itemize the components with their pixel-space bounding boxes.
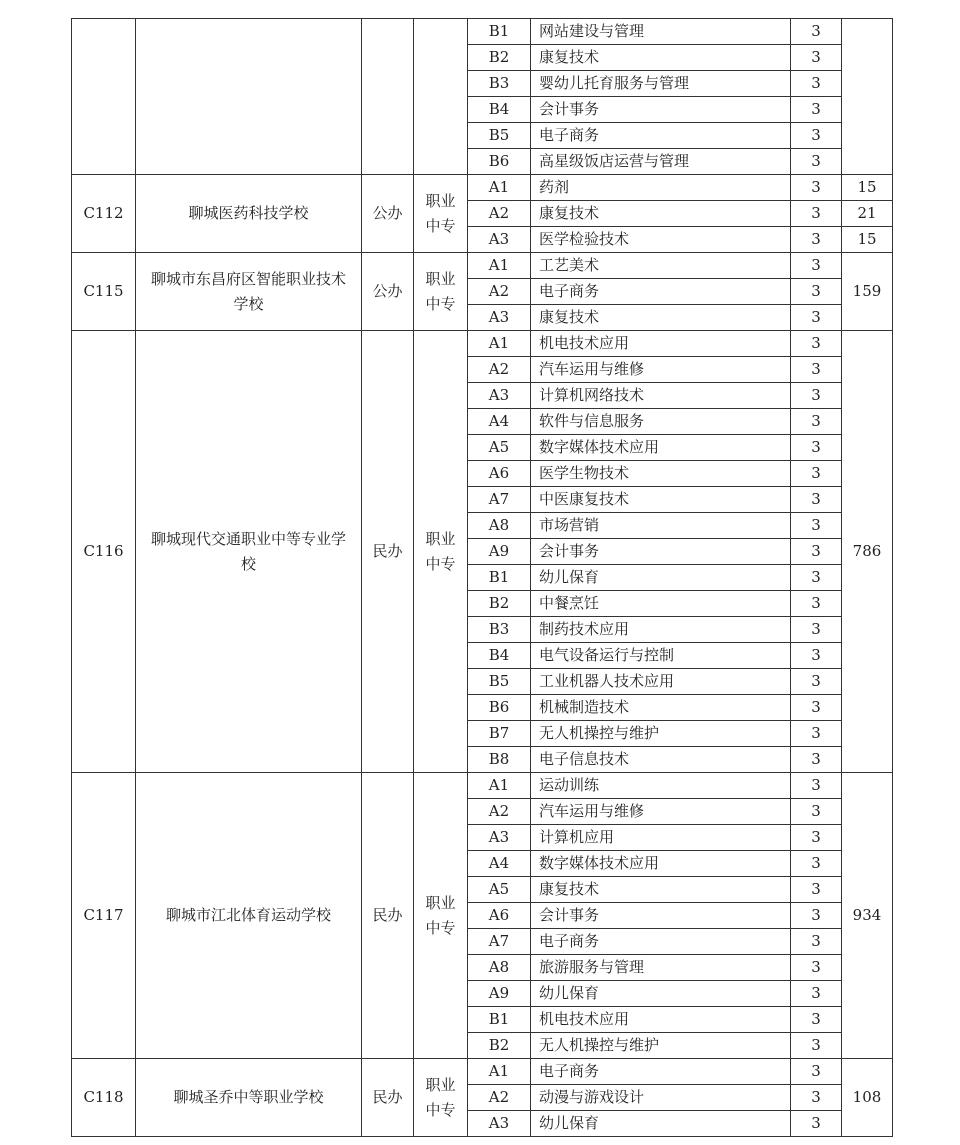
- major-code: B1: [468, 565, 531, 591]
- study-years: 3: [791, 1059, 842, 1085]
- school-code: C116: [72, 331, 136, 773]
- major-name: 会计事务: [531, 97, 791, 123]
- school-ownership: 公办: [362, 253, 414, 331]
- major-name: 电子商务: [531, 123, 791, 149]
- school-ownership: [362, 19, 414, 175]
- major-code: A3: [468, 227, 531, 253]
- major-code: A2: [468, 799, 531, 825]
- major-name: 电子商务: [531, 279, 791, 305]
- enrollment-plan-total: 934: [842, 773, 893, 1059]
- major-name: 电子商务: [531, 1059, 791, 1085]
- major-name: 数字媒体技术应用: [531, 435, 791, 461]
- table-body: [72, 19, 893, 1137]
- study-years: 3: [791, 669, 842, 695]
- major-code: A1: [468, 1059, 531, 1085]
- major-code: A5: [468, 877, 531, 903]
- table-row: [72, 253, 893, 279]
- study-years: 3: [791, 877, 842, 903]
- school-name: 聊城现代交通职业中等专业学校: [136, 331, 362, 773]
- study-years: 3: [791, 149, 842, 175]
- major-name: 工业机器人技术应用: [531, 669, 791, 695]
- major-name: 药剂: [531, 175, 791, 201]
- study-years: 3: [791, 981, 842, 1007]
- major-code: A2: [468, 357, 531, 383]
- school-code: C117: [72, 773, 136, 1059]
- school-ownership: 民办: [362, 1059, 414, 1137]
- study-years: 3: [791, 487, 842, 513]
- major-name: 汽车运用与维修: [531, 357, 791, 383]
- major-code: B2: [468, 45, 531, 71]
- major-name: 运动训练: [531, 773, 791, 799]
- study-years: 3: [791, 19, 842, 45]
- major-name: 机电技术应用: [531, 331, 791, 357]
- school-name: 聊城医药科技学校: [136, 175, 362, 253]
- major-code: A4: [468, 409, 531, 435]
- major-code: B3: [468, 617, 531, 643]
- major-name: 电子商务: [531, 929, 791, 955]
- major-code: B4: [468, 643, 531, 669]
- school-ownership: 民办: [362, 773, 414, 1059]
- major-name: 中医康复技术: [531, 487, 791, 513]
- major-name: 康复技术: [531, 45, 791, 71]
- major-name: 幼儿保育: [531, 1111, 791, 1137]
- major-code: A7: [468, 929, 531, 955]
- study-years: 3: [791, 435, 842, 461]
- study-years: 3: [791, 591, 842, 617]
- study-years: 3: [791, 955, 842, 981]
- school-name: 聊城圣乔中等职业学校: [136, 1059, 362, 1137]
- major-code: B1: [468, 1007, 531, 1033]
- major-name: 计算机应用: [531, 825, 791, 851]
- major-code: B8: [468, 747, 531, 773]
- enrollment-plan: 15: [842, 227, 893, 253]
- study-years: 3: [791, 97, 842, 123]
- major-name: 旅游服务与管理: [531, 955, 791, 981]
- major-name: 高星级饭店运营与管理: [531, 149, 791, 175]
- major-code: A8: [468, 955, 531, 981]
- major-name: 软件与信息服务: [531, 409, 791, 435]
- table-row: [72, 773, 893, 799]
- major-name: 医学生物技术: [531, 461, 791, 487]
- major-name: 无人机操控与维护: [531, 721, 791, 747]
- major-code: A2: [468, 1085, 531, 1111]
- study-years: 3: [791, 357, 842, 383]
- study-years: 3: [791, 253, 842, 279]
- school-name: 聊城市东昌府区智能职业技术学校: [136, 253, 362, 331]
- school-type: 职业中专: [414, 253, 468, 331]
- major-code: A2: [468, 201, 531, 227]
- study-years: 3: [791, 201, 842, 227]
- study-years: 3: [791, 1085, 842, 1111]
- major-name: 市场营销: [531, 513, 791, 539]
- study-years: 3: [791, 721, 842, 747]
- major-code: A8: [468, 513, 531, 539]
- study-years: 3: [791, 539, 842, 565]
- major-code: A1: [468, 773, 531, 799]
- major-code: A2: [468, 279, 531, 305]
- study-years: 3: [791, 773, 842, 799]
- study-years: 3: [791, 331, 842, 357]
- study-years: 3: [791, 123, 842, 149]
- school-enrollment-table: [71, 18, 893, 1137]
- study-years: 3: [791, 617, 842, 643]
- study-years: 3: [791, 799, 842, 825]
- study-years: 3: [791, 45, 842, 71]
- major-name: 数字媒体技术应用: [531, 851, 791, 877]
- major-name: 机电技术应用: [531, 1007, 791, 1033]
- school-type: 职业中专: [414, 773, 468, 1059]
- table-row: [72, 1059, 893, 1085]
- study-years: 3: [791, 695, 842, 721]
- major-code: A5: [468, 435, 531, 461]
- major-code: B3: [468, 71, 531, 97]
- major-name: 幼儿保育: [531, 565, 791, 591]
- school-name: [136, 19, 362, 175]
- school-code: C115: [72, 253, 136, 331]
- major-code: B2: [468, 591, 531, 617]
- table-row: [72, 19, 893, 45]
- major-name: 婴幼儿托育服务与管理: [531, 71, 791, 97]
- study-years: 3: [791, 1111, 842, 1137]
- enrollment-plan: 21: [842, 201, 893, 227]
- study-years: 3: [791, 409, 842, 435]
- major-name: 工艺美术: [531, 253, 791, 279]
- study-years: 3: [791, 565, 842, 591]
- major-name: 康复技术: [531, 201, 791, 227]
- enrollment-table-wrapper: [71, 18, 893, 1137]
- major-name: 动漫与游戏设计: [531, 1085, 791, 1111]
- school-ownership: 公办: [362, 175, 414, 253]
- major-name: 电气设备运行与控制: [531, 643, 791, 669]
- major-name: 计算机网络技术: [531, 383, 791, 409]
- major-name: 电子信息技术: [531, 747, 791, 773]
- study-years: 3: [791, 461, 842, 487]
- study-years: 3: [791, 929, 842, 955]
- major-code: B6: [468, 695, 531, 721]
- major-code: A3: [468, 1111, 531, 1137]
- major-name: 制药技术应用: [531, 617, 791, 643]
- major-code: A9: [468, 539, 531, 565]
- school-type: 职业中专: [414, 175, 468, 253]
- major-code: B5: [468, 669, 531, 695]
- major-code: A6: [468, 461, 531, 487]
- school-code: C118: [72, 1059, 136, 1137]
- study-years: 3: [791, 825, 842, 851]
- major-name: 机械制造技术: [531, 695, 791, 721]
- major-name: 医学检验技术: [531, 227, 791, 253]
- enrollment-plan-total: 108: [842, 1059, 893, 1137]
- major-code: A1: [468, 331, 531, 357]
- major-code: A3: [468, 383, 531, 409]
- school-type: 职业中专: [414, 331, 468, 773]
- major-code: B6: [468, 149, 531, 175]
- school-ownership: 民办: [362, 331, 414, 773]
- study-years: 3: [791, 71, 842, 97]
- major-code: B7: [468, 721, 531, 747]
- study-years: 3: [791, 305, 842, 331]
- study-years: 3: [791, 383, 842, 409]
- table-row: [72, 175, 893, 201]
- study-years: 3: [791, 851, 842, 877]
- study-years: 3: [791, 747, 842, 773]
- enrollment-plan-total: [842, 19, 893, 175]
- school-type: 职业中专: [414, 1059, 468, 1137]
- enrollment-plan: 15: [842, 175, 893, 201]
- major-code: A1: [468, 253, 531, 279]
- study-years: 3: [791, 903, 842, 929]
- major-code: A6: [468, 903, 531, 929]
- major-name: 康复技术: [531, 877, 791, 903]
- major-name: 中餐烹饪: [531, 591, 791, 617]
- table-row: [72, 331, 893, 357]
- major-name: 幼儿保育: [531, 981, 791, 1007]
- major-name: 汽车运用与维修: [531, 799, 791, 825]
- study-years: 3: [791, 279, 842, 305]
- major-code: A3: [468, 305, 531, 331]
- major-name: 网站建设与管理: [531, 19, 791, 45]
- major-code: A3: [468, 825, 531, 851]
- enrollment-plan-total: 786: [842, 331, 893, 773]
- study-years: 3: [791, 513, 842, 539]
- school-name: 聊城市江北体育运动学校: [136, 773, 362, 1059]
- study-years: 3: [791, 1007, 842, 1033]
- school-code: C112: [72, 175, 136, 253]
- major-name: 会计事务: [531, 903, 791, 929]
- major-name: 无人机操控与维护: [531, 1033, 791, 1059]
- major-code: B5: [468, 123, 531, 149]
- major-code: B2: [468, 1033, 531, 1059]
- major-code: A1: [468, 175, 531, 201]
- major-name: 康复技术: [531, 305, 791, 331]
- study-years: 3: [791, 643, 842, 669]
- school-type: [414, 19, 468, 175]
- enrollment-plan-total: 159: [842, 253, 893, 331]
- school-code: [72, 19, 136, 175]
- major-name: 会计事务: [531, 539, 791, 565]
- study-years: 3: [791, 175, 842, 201]
- major-code: B1: [468, 19, 531, 45]
- major-code: A7: [468, 487, 531, 513]
- major-code: A4: [468, 851, 531, 877]
- study-years: 3: [791, 227, 842, 253]
- study-years: 3: [791, 1033, 842, 1059]
- major-code: B4: [468, 97, 531, 123]
- major-code: A9: [468, 981, 531, 1007]
